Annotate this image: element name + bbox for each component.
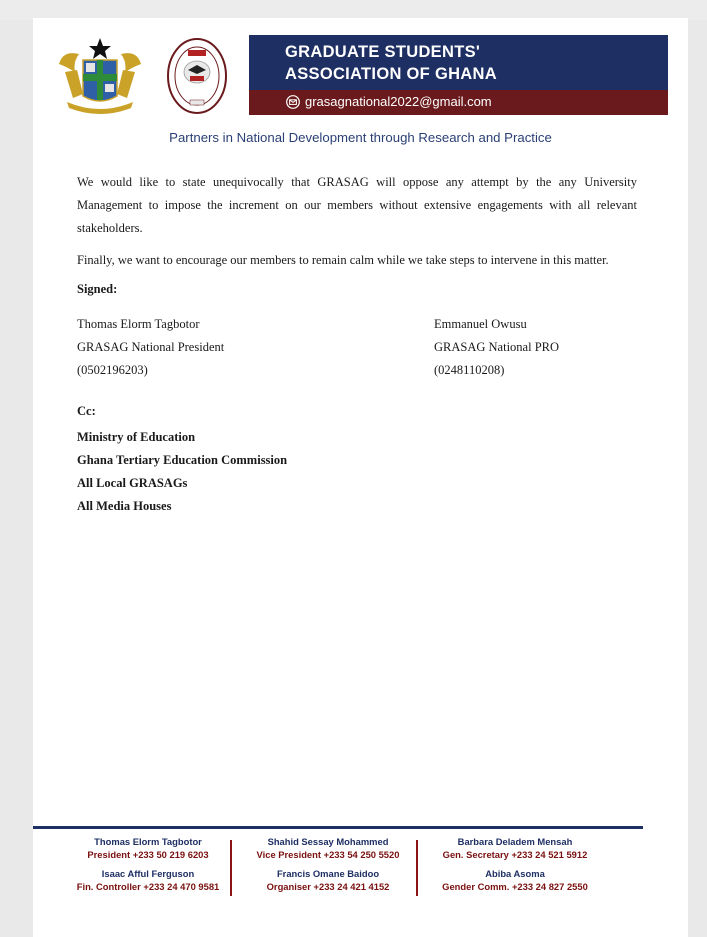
signatory-name: Thomas Elorm Tagbotor	[77, 317, 200, 331]
executive-name: Francis Omane Baidoo	[276, 868, 380, 879]
footer-column-1	[53, 836, 243, 893]
signatory-left	[77, 313, 224, 382]
cc-list	[77, 426, 287, 518]
executive-role: Vice President +233 54 250 5520	[256, 848, 400, 860]
paragraph-closing: Finally, we want to encourage our members to remain calm while we take steps to intervene in this matter.	[77, 253, 609, 267]
footer-divider	[33, 826, 643, 829]
viewer-top-bar	[0, 0, 707, 20]
executive-name: Shahid Sessay Mohammed	[267, 836, 389, 847]
cc-label: Cc:	[77, 404, 96, 418]
email-banner	[249, 90, 668, 115]
executive-name: Abiba Asoma	[485, 868, 545, 879]
letter-page	[33, 18, 688, 937]
cc-item: All Media Houses	[77, 499, 172, 513]
executive-role: Fin. Controller +233 24 470 9581	[76, 880, 220, 892]
coat-of-arms-icon	[53, 36, 147, 116]
executive-name: Thomas Elorm Tagbotor	[94, 836, 202, 847]
signatory-title: GRASAG National President	[77, 340, 225, 354]
mail-icon	[286, 95, 300, 109]
org-name-line1: GRADUATE STUDENTS'	[285, 43, 481, 61]
executive-role: Organiser +233 24 421 4152	[266, 880, 390, 892]
email-address[interactable]: grasagnational2022@gmail.com	[305, 94, 492, 109]
executive-name: Isaac Afful Ferguson	[101, 868, 195, 879]
motto: Partners in National Development through Research and Practice	[169, 130, 552, 145]
executive-name: Barbara Deladem Mensah	[457, 836, 573, 847]
signatory-phone: (0248110208)	[434, 363, 505, 377]
org-name-line2: ASSOCIATION OF GHANA	[285, 65, 497, 83]
signatory-title: GRASAG National PRO	[434, 340, 560, 354]
signatory-right	[434, 313, 559, 382]
executive-role: President +233 50 219 6203	[87, 848, 209, 860]
signed-label: Signed:	[77, 282, 118, 296]
footer-separator	[416, 840, 418, 896]
signatory-phone: (0502196203)	[77, 363, 148, 377]
header-banner	[249, 35, 668, 90]
grasag-seal-icon	[166, 36, 228, 116]
executive-role: Gender Comm. +233 24 827 2550	[442, 880, 588, 892]
cc-item: Ghana Tertiary Education Commission	[77, 453, 288, 467]
cc-item: All Local GRASAGs	[77, 476, 188, 490]
executive-role: Gen. Secretary +233 24 521 5912	[442, 848, 588, 860]
paragraph-opposition: We would like to state unequivocally that GRASAG will oppose any attempt by the any University Management to impose the increment on our members without extensive engagements with all relevant stakeholders.	[77, 175, 637, 235]
footer-separator	[230, 840, 232, 896]
footer-column-3	[420, 836, 610, 893]
footer-column-2	[233, 836, 423, 893]
signatory-name: Emmanuel Owusu	[434, 317, 527, 331]
cc-item: Ministry of Education	[77, 430, 196, 444]
